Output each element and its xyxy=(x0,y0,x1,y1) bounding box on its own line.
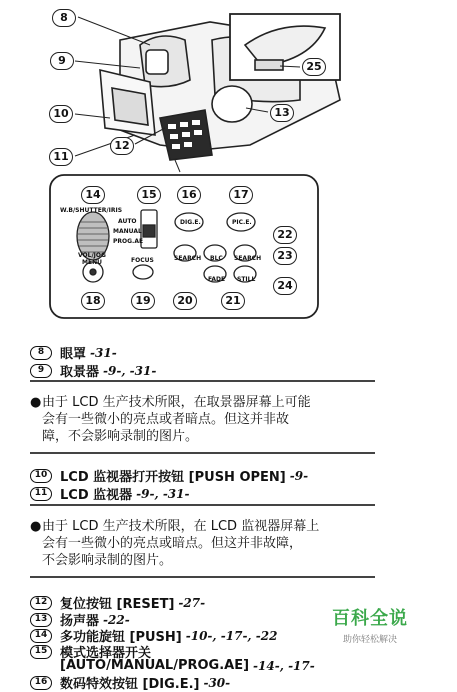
note-line: 不会影响录制的图片。 xyxy=(42,553,173,568)
callout-15: 15 xyxy=(137,186,161,204)
divider xyxy=(30,504,375,506)
callout-19: 19 xyxy=(131,292,155,310)
callout-25: 25 xyxy=(302,58,326,76)
still-label: STILL xyxy=(237,276,256,283)
page-ref: -9- xyxy=(289,468,309,483)
wb-shutter-iris-label: W.B/SHUTTER/IRIS xyxy=(60,207,123,214)
item-number: 16 xyxy=(30,676,52,690)
callout-16: 16 xyxy=(177,186,201,204)
note-line: 会有一些微小的亮点或暗点。但这并非故障， xyxy=(42,536,303,551)
item-number: 10 xyxy=(30,469,52,483)
pic-e-label: PIC.E. xyxy=(232,219,252,226)
note-line: 由于 LCD 生产技术所限，在取景器屏幕上可能 xyxy=(42,395,311,410)
callout-21: 21 xyxy=(221,292,245,310)
callout-17: 17 xyxy=(229,186,253,204)
page-ref: -31- xyxy=(90,345,117,360)
watermark xyxy=(310,604,430,645)
camcorder-illustration xyxy=(100,14,340,160)
list-item xyxy=(30,484,189,503)
item-text: 眼罩 xyxy=(60,347,87,362)
list-item-partial xyxy=(30,673,230,692)
item-text: LCD 监视器打开按钮 [PUSH OPEN] xyxy=(60,470,286,485)
page-ref: -22- xyxy=(103,612,130,627)
callout-10: 10 xyxy=(49,105,73,123)
menu-label: MENU xyxy=(82,259,102,266)
blc-label: BLC xyxy=(210,255,223,262)
callout-12: 12 xyxy=(110,137,134,155)
divider xyxy=(30,576,375,578)
list-item xyxy=(30,361,156,380)
dig-e-label: DIG.E. xyxy=(180,219,201,226)
note-block xyxy=(30,518,380,569)
callout-20: 20 xyxy=(173,292,197,310)
item-text: [AUTO/MANUAL/PROG.AE] xyxy=(60,658,250,673)
search-minus-label: SEARCH xyxy=(174,255,202,262)
divider xyxy=(30,452,375,454)
note-line: 障，不会影响录制的图片。 xyxy=(42,429,199,444)
list-item xyxy=(30,343,117,362)
item-number: 13 xyxy=(30,613,52,627)
callout-22: 22 xyxy=(273,226,297,244)
camcorder-diagram xyxy=(0,0,457,335)
callout-11: 11 xyxy=(49,148,73,166)
manual-label: MANUAL xyxy=(113,228,142,235)
item-number: 15 xyxy=(30,645,52,659)
fade-label: FADE xyxy=(208,276,226,283)
item-number: 8 xyxy=(30,346,52,360)
watermark-title: 百科全说 xyxy=(332,608,408,629)
auto-label: AUTO xyxy=(118,218,137,225)
callout-18: 18 xyxy=(81,292,105,310)
item-number: 14 xyxy=(30,629,52,643)
item-text: 多功能旋钮 [PUSH] xyxy=(60,630,182,645)
vol-jog-label: VOL/JOG xyxy=(78,252,106,259)
page-ref: -30- xyxy=(203,675,231,690)
callout-24: 24 xyxy=(273,277,297,295)
callout-23: 23 xyxy=(273,247,297,265)
callout-13: 13 xyxy=(270,104,294,122)
item-text: 数码特效按钮 [DIG.E.] xyxy=(60,677,200,692)
callout-8: 8 xyxy=(52,9,76,27)
page-ref: -10-, -17-, -22 xyxy=(185,628,278,643)
item-text: 复位按钮 [RESET] xyxy=(60,597,175,612)
search-plus-label: SEARCH xyxy=(234,255,262,262)
prog-ae-label: PROG.AE xyxy=(113,238,144,245)
page-ref: -27- xyxy=(178,595,206,610)
item-text: 取景器 xyxy=(60,365,100,380)
item-number: 9 xyxy=(30,364,52,378)
item-number: 12 xyxy=(30,596,52,610)
page-ref: -9-, -31- xyxy=(103,363,157,378)
note-line: 会有一些微小的亮点或者暗点。但这并非故 xyxy=(42,412,290,427)
note-block xyxy=(30,394,380,445)
page-ref: -9-, -31- xyxy=(136,486,190,501)
item-number: 11 xyxy=(30,487,52,501)
item-text: 扬声器 xyxy=(60,614,100,629)
focus-label: FOCUS xyxy=(131,257,154,264)
bullet-icon: ● xyxy=(30,395,42,410)
item-text: LCD 监视器 xyxy=(60,488,133,503)
list-item xyxy=(30,466,308,485)
divider xyxy=(30,380,375,382)
callout-14: 14 xyxy=(81,186,105,204)
watermark-subtitle: 助你轻松解决 xyxy=(342,635,397,645)
page-ref: -14-, -17- xyxy=(253,658,315,673)
bullet-icon: ● xyxy=(30,519,42,534)
list-item-continuation xyxy=(60,658,315,673)
item-text: 模式选择器开关 xyxy=(60,646,152,661)
callout-9: 9 xyxy=(50,52,74,70)
note-line: 由于 LCD 生产技术所限，在 LCD 监视器屏幕上 xyxy=(42,519,320,534)
